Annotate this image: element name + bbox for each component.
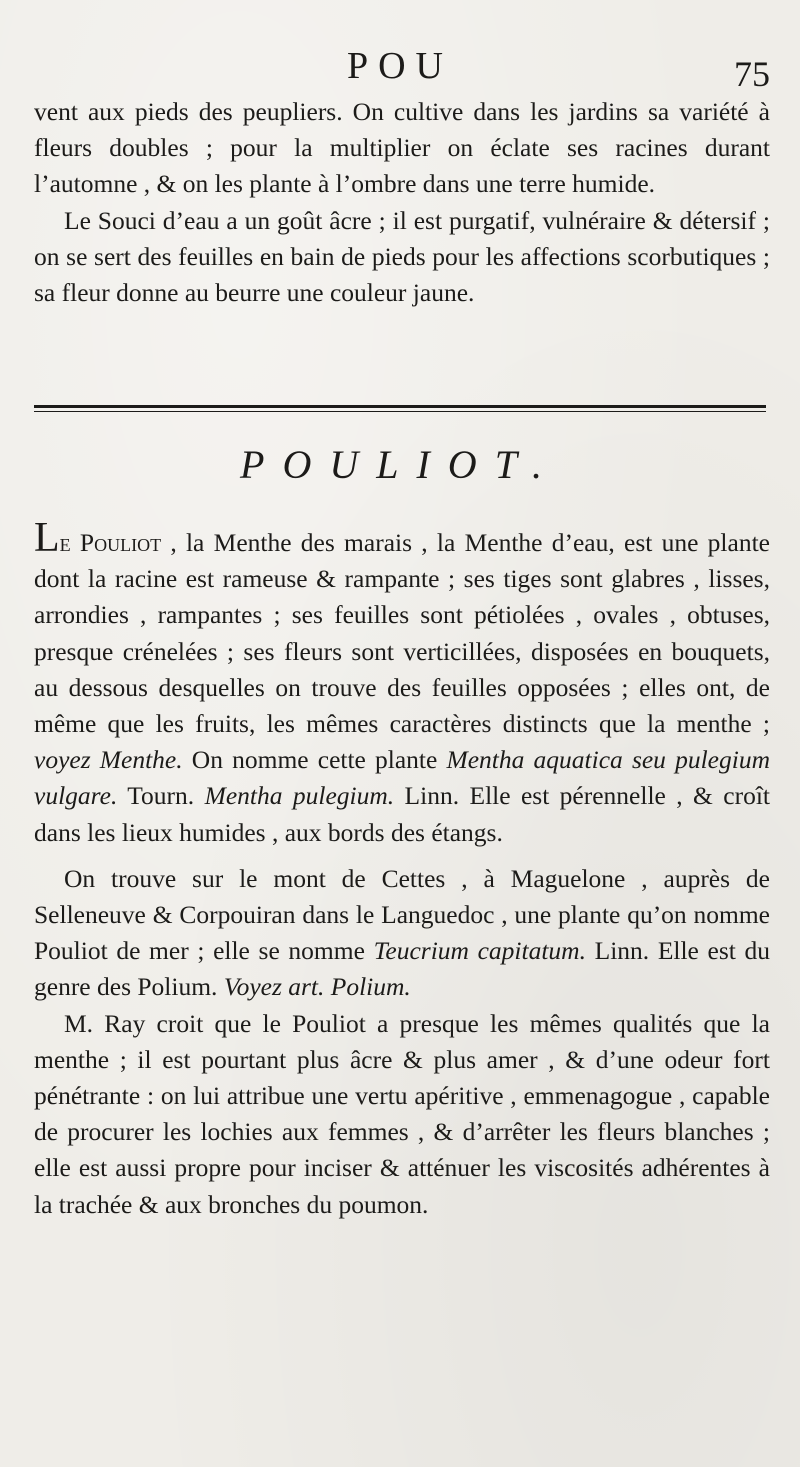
page-number: 75 (734, 54, 770, 94)
drop-cap: L (34, 515, 60, 561)
latin-name: Teucrium capitatum. (373, 936, 586, 966)
running-head-word: POU (346, 45, 454, 87)
text-run: On trouve sur le mont de Cettes , à Maguelone , auprès de Selleneuve & Corpouiran dans le Languedoc , une plante qu’on nomme Pouliot de mer ; elle se nomme (34, 863, 770, 966)
entry-paragraph-1 (34, 515, 770, 851)
entry-body (34, 515, 770, 1223)
latin-name: Mentha pulegium. (204, 781, 395, 811)
cross-reference: voyez Menthe. (34, 745, 183, 775)
entry-paragraph-2 (34, 861, 770, 1006)
text-run: Tourn. (117, 781, 205, 811)
continuation-paragraph: vent aux pieds des peupliers. On cultive dans les jardins sa variété à fleurs doubles ; pour la multiplier on éclate ses racines durant l’automne , & on les plante à l’ombre dans une terre humide. (34, 97, 770, 199)
section-divider-rule-thin (34, 411, 766, 412)
entry-title: POULIOT. (240, 442, 560, 487)
text-run: On nomme cette plante (182, 745, 447, 775)
text-run: , la Menthe des marais , la Menthe d’eau, est une plante dont la racine est rameuse & rampante ; ses tiges sont glabres , lisses, arrondies , rampantes ; ses feuilles sont pétiolées , ovales , obtuses, presque crénelées ; ses fleurs sont verticillées, disposées en bouquets, au dessous desquelles on trouve des feuilles opposées ; elles ont, de même que les fruits, les mêmes caractères distincts que la menthe ; (34, 528, 770, 739)
cross-reference: Voyez art. Polium. (223, 972, 411, 1002)
previous-entry-continuation (34, 94, 770, 311)
running-head (0, 44, 800, 94)
headword: e Pouliot (59, 528, 162, 557)
section-divider-rule (34, 405, 766, 408)
souci-paragraph: Le Souci d’eau a un goût âcre ; il est purgatif, vulnéraire & détersif ; on se sert des feuilles en bain de pieds pour les affections scorbutiques ; sa fleur donne au beurre une couleur jaune. (34, 205, 770, 308)
latin-name: Mentha aquatica seu pulegium vulgare. (34, 745, 770, 811)
entry-paragraph-3: M. Ray croit que le Pouliot a presque les mêmes qualités que la menthe ; il est pourtant plus âcre & plus amer , & d’une odeur fort pénétrante : on lui attribue une vertu apéritive , emmenagogue , capable de procurer les lochies aux femmes , & d’arrêter les fleurs blanches ; elle est aussi propre pour inciser & atténuer les viscosités adhérentes à la trachée & aux bronches du poumon. (34, 1008, 770, 1219)
text-run: Linn. Elle est pérennelle , & croît dans les lieux humides , aux bords des étangs. (34, 781, 770, 847)
text-run: Linn. Elle est du genre des Polium. (34, 936, 770, 1002)
